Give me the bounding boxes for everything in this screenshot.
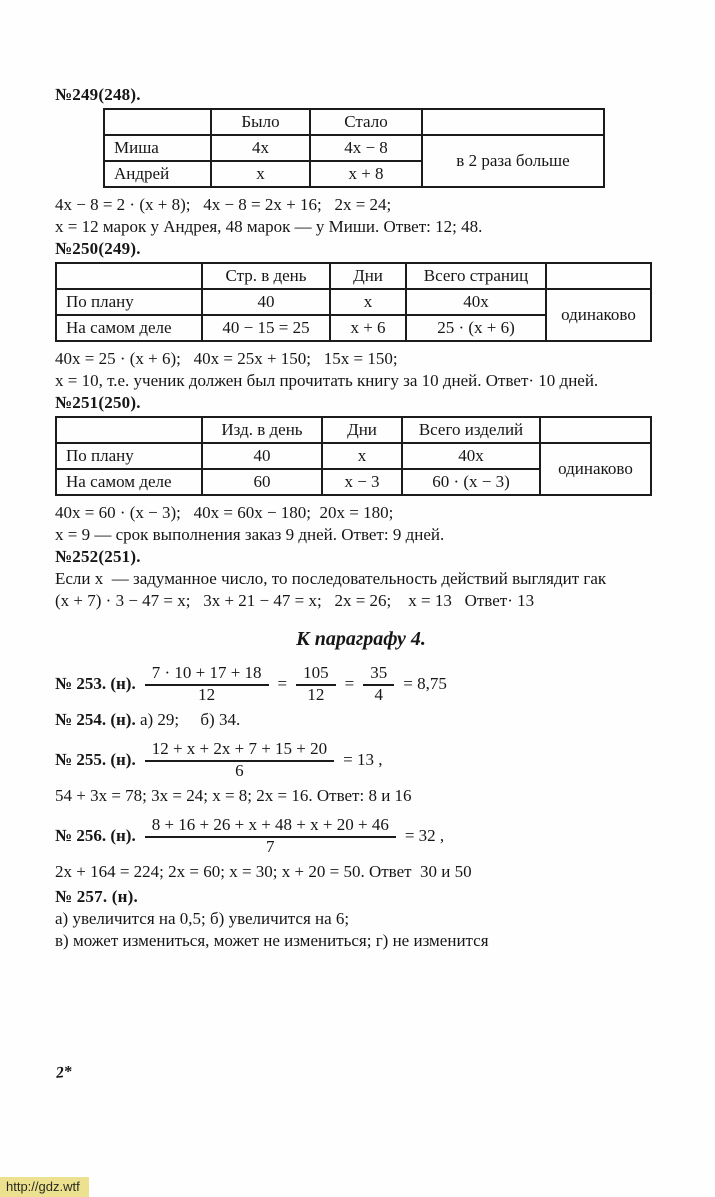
problem-254-row [55,709,667,731]
problem-257-answer-vg: в) может измениться, может не измениться; г) не изменится [55,931,489,950]
problem-255-answer: 54 + 3x = 78; 3x = 24; x = 8; 2x = 16. Ответ: 8 и 16 [55,786,412,805]
problem-250-table [55,262,652,342]
table-cell-empty [56,417,202,443]
table-header-cell: Дни [330,263,406,289]
table-cell-empty [546,263,651,289]
table-row [104,109,604,135]
table-cell: x + 8 [310,161,422,187]
fraction-numerator: 7 · 10 + 17 + 18 [145,663,269,686]
table-cell: Миша [104,135,211,161]
table-cell: x [330,289,406,315]
problem-249-table [103,108,605,188]
table-cell: 40 − 15 = 25 [202,315,330,341]
problem-253-row [55,663,667,705]
printers-sheet-mark: 2* [55,1063,73,1082]
table-header-cell: Всего изделий [402,417,540,443]
fraction-numerator: 8 + 16 + 26 + x + 48 + x + 20 + 46 [145,815,396,838]
table-row [56,417,651,443]
table-cell: 4x − 8 [310,135,422,161]
table-header-cell: Было [211,109,310,135]
problem-249-title: №249(248). [55,85,141,104]
problem-254-label: № 254. (н). [55,710,136,729]
problem-252-equation: (x + 7) · 3 − 47 = x; 3x + 21 − 47 = x; 2x = 26; x = 13 Ответ· 13 [55,591,535,610]
table-header-cell: Стало [310,109,422,135]
table-cell: По плану [56,443,202,469]
fraction [145,739,334,781]
equals-sign: = [277,674,288,693]
table-cell: На самом деле [56,469,202,495]
table-cell-empty [540,417,651,443]
fraction [296,663,336,705]
problem-257-title: № 257. (н). [55,887,138,906]
problem-255-row [55,739,667,781]
problem-249-equation: 4x − 8 = 2 · (x + 8); 4x − 8 = 2x + 16; 2x = 24; [55,195,392,214]
result-value: = 13 , [343,750,383,769]
table-cell-empty [56,263,202,289]
table-cell: 40 [202,289,330,315]
problem-257-answer-ab: а) увеличится на 0,5; б) увеличится на 6; [55,909,350,928]
table-cell: 25 · (x + 6) [406,315,546,341]
equals-sign: = [344,674,355,693]
fraction-numerator: 105 [296,663,336,686]
problem-253-label: № 253. (н). [55,674,136,693]
table-cell: 4x [211,135,310,161]
table-header-cell: Стр. в день [202,263,330,289]
problem-254-answer: а) 29; б) 34. [139,710,241,729]
fraction-numerator: 35 [363,663,394,686]
table-note-cell: в 2 раза больше [422,135,604,187]
fraction-denominator: 4 [374,685,383,704]
fraction [363,663,394,705]
table-cell: 40x [406,289,546,315]
fraction-denominator: 12 [307,685,325,704]
problem-252-text: Если x — задуманное число, то последовательность действий выглядит гак [55,569,607,588]
problem-249-answer: x = 12 марок у Андрея, 48 марок — у Миши. Ответ: 12; 48. [55,217,483,236]
problem-250-title: №250(249). [55,239,141,258]
problem-256-row [55,815,667,857]
problem-251-answer: x = 9 — срок выполнения заказ 9 дней. Ответ: 9 дней. [55,525,445,544]
table-header-cell: Дни [322,417,402,443]
fraction [145,663,269,705]
table-note-cell: одинаково [540,443,651,495]
section-heading: К параграфу 4. [296,628,426,650]
fraction-denominator: 6 [235,761,244,780]
fraction-denominator: 12 [198,685,216,704]
table-row [56,289,651,315]
table-cell: По плану [56,289,202,315]
problem-251-equation: 40x = 60 · (x − 3); 40x = 60x − 180; 20x = 180; [55,503,394,522]
result-value: = 8,75 [403,674,447,693]
table-cell: Андрей [104,161,211,187]
table-row [56,443,651,469]
table-header-cell: Всего страниц [406,263,546,289]
fraction-numerator: 12 + x + 2x + 7 + 15 + 20 [145,739,334,762]
table-note-cell: одинаково [546,289,651,341]
fraction [145,815,396,857]
table-row [56,263,651,289]
table-cell-empty [104,109,211,135]
table-cell: 40x [402,443,540,469]
table-cell: На самом деле [56,315,202,341]
problem-255-label: № 255. (н). [55,750,136,769]
problem-256-answer: 2x + 164 = 224; 2x = 60; x = 30; x + 20 = 50. Ответ 30 и 50 [55,862,472,881]
result-value: = 32 , [404,826,445,845]
table-cell: x [211,161,310,187]
table-cell: x [322,443,402,469]
table-cell: 60 [202,469,322,495]
problem-252-title: №252(251). [55,547,141,566]
problem-251-table [55,416,652,496]
table-cell: 40 [202,443,322,469]
problem-256-label: № 256. (н). [55,826,136,845]
problem-251-title: №251(250). [55,393,141,412]
watermark-url: http://gdz.wtf [0,1177,89,1197]
table-row [104,135,604,161]
problem-250-answer: x = 10, т.е. ученик должен был прочитать книгу за 10 дней. Ответ· 10 дней. [55,371,599,390]
table-cell: x − 3 [322,469,402,495]
table-cell: 60 · (x − 3) [402,469,540,495]
table-header-cell: Изд. в день [202,417,322,443]
fraction-denominator: 7 [266,837,275,856]
table-cell-empty [422,109,604,135]
table-cell: x + 6 [330,315,406,341]
page-content [55,84,667,952]
problem-250-equation: 40x = 25 · (x + 6); 40x = 25x + 150; 15x = 150; [55,349,398,368]
